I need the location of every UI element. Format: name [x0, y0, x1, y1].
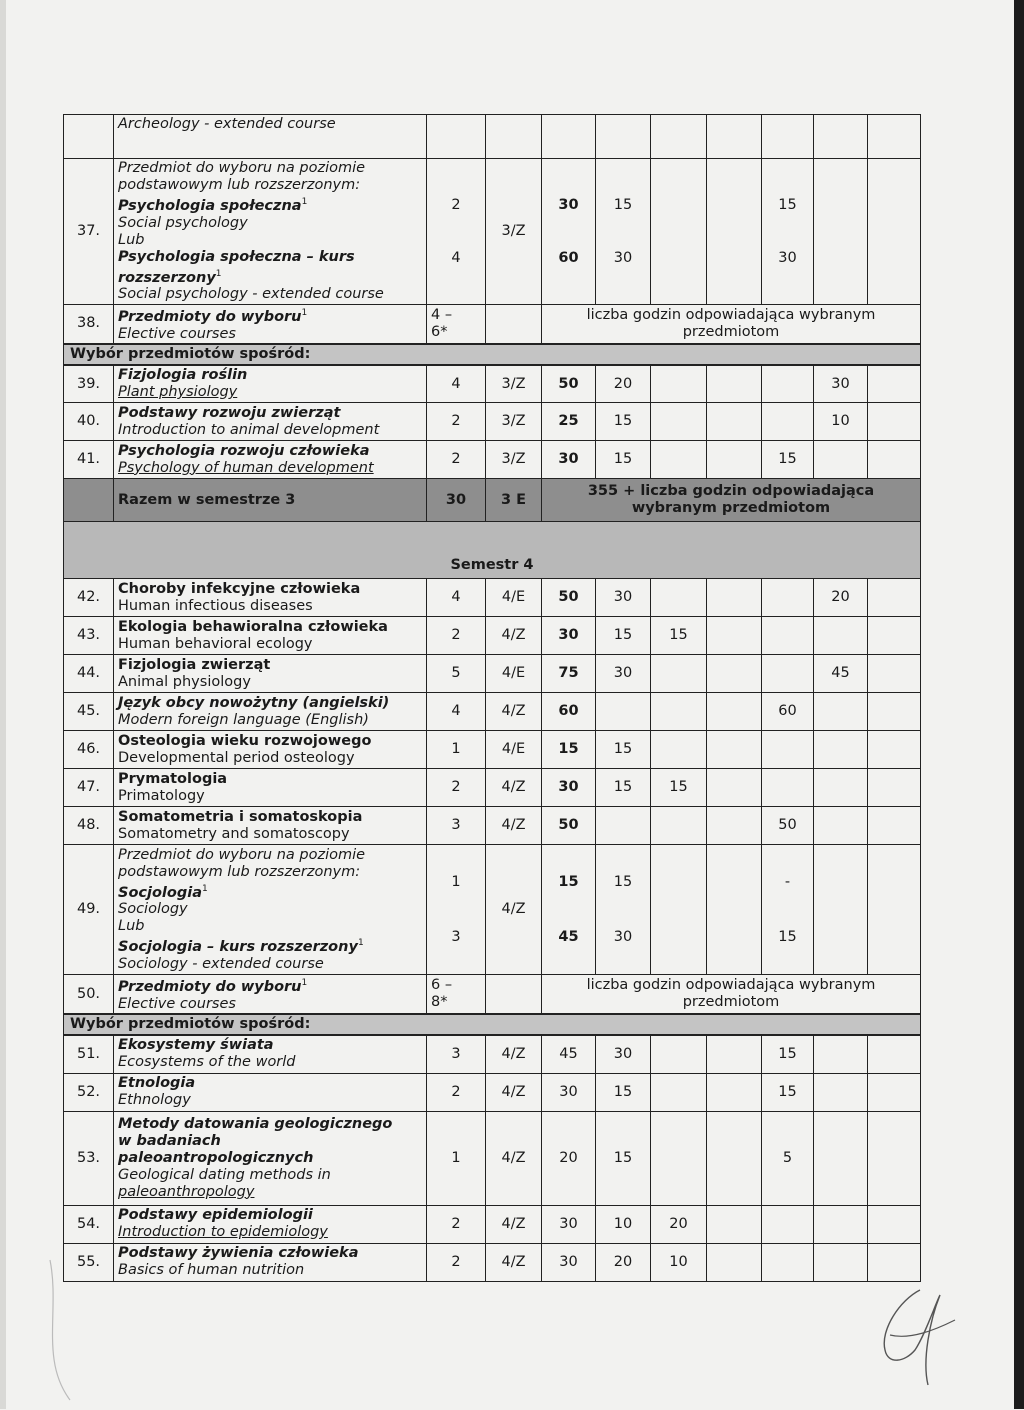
hours-cell: 10	[814, 403, 868, 441]
footnote-mark: 1	[202, 883, 208, 894]
scan-edge-left	[0, 0, 6, 1409]
total-hours-cell: 50	[542, 579, 596, 617]
lecture-hours-cell: 20	[596, 1243, 651, 1281]
row-number: 41.	[64, 441, 114, 479]
ects-cell: 2	[427, 403, 486, 441]
ects-cell	[427, 159, 486, 305]
subject-pl: Socjologia	[118, 884, 202, 901]
subject-pl: Choroby infekcyjne człowieka	[118, 580, 361, 597]
footnote-mark: 1	[215, 268, 222, 279]
hours-cell: 10	[651, 1243, 707, 1281]
table-row	[64, 159, 921, 305]
lecture-hours-cell	[596, 845, 651, 975]
hours-cell: 60	[762, 693, 814, 731]
row-number: 40.	[64, 403, 114, 441]
total-hours-cell: 75	[542, 655, 596, 693]
ects-cell: 2	[427, 769, 486, 807]
lecture-hours-cell: 15	[596, 403, 651, 441]
total-hours-cell: 15	[542, 731, 596, 769]
semester-total-row	[64, 479, 921, 522]
subject-en: Sociology - extended course	[118, 956, 324, 973]
subject-en: Social psychology	[118, 214, 248, 231]
or-label: Lub	[118, 918, 145, 935]
semester-total-exams: 3 E	[486, 479, 542, 522]
table-row	[64, 1205, 921, 1243]
lecture-hours-cell: 15	[596, 731, 651, 769]
subject-pl: Socjologia – kurs rozszerzony	[118, 939, 358, 956]
study-plan-table	[63, 114, 921, 1282]
table-row	[64, 769, 921, 807]
hours-note	[542, 975, 921, 1014]
row-number: 43.	[64, 617, 114, 655]
ects-cell: 2	[427, 1205, 486, 1243]
footnote-mark: 1	[357, 938, 364, 949]
ects-cell: 1	[427, 731, 486, 769]
row-number: 44.	[64, 655, 114, 693]
subject-cell	[114, 1243, 427, 1281]
hours-cell: 5	[762, 1111, 814, 1205]
ects-cell: 3	[427, 1035, 486, 1073]
total-hours-cell: 30	[542, 1243, 596, 1281]
hours-cell: 15	[651, 617, 707, 655]
total-hours: 60	[558, 249, 579, 266]
table-row	[64, 845, 921, 975]
subject-en: Introduction to animal development	[118, 421, 380, 438]
table-row	[64, 617, 921, 655]
ects-value: 2	[451, 196, 461, 213]
total-hours-cell: 20	[542, 1111, 596, 1205]
term-cell: 4/Z	[486, 1205, 542, 1243]
term-cell: 4/Z	[486, 1111, 542, 1205]
total-hours-cell	[542, 159, 596, 305]
hours-cell: 50	[762, 807, 814, 845]
subject-en: Geological dating methods in	[118, 1166, 331, 1183]
ects-value: 3	[451, 928, 461, 945]
table-row	[64, 807, 921, 845]
subject-cell	[114, 731, 427, 769]
hours-note-line: przedmiotom	[682, 994, 780, 1011]
subject-cell	[114, 579, 427, 617]
subject-pl: Podstawy epidemiologii	[118, 1207, 313, 1224]
lecture-hours: 30	[613, 249, 633, 266]
lecture-hours-cell: 15	[596, 1073, 651, 1111]
subject-pl: Przedmioty do wyboru	[118, 979, 302, 996]
subject-en: Archeology - extended course	[114, 115, 427, 159]
row-number: 54.	[64, 1205, 114, 1243]
faint-mark	[30, 1250, 90, 1410]
term-cell: 4/E	[486, 731, 542, 769]
ects-cell: 2	[427, 617, 486, 655]
total-hours-cell	[542, 845, 596, 975]
hours-note	[542, 305, 921, 344]
hours-note-line: przedmiotom	[682, 323, 780, 340]
table-row	[64, 1073, 921, 1111]
subject-pl: Psychologia społeczna	[118, 197, 302, 214]
lab-hours-cell	[762, 159, 814, 305]
row-number: 49.	[64, 845, 114, 975]
table-row	[64, 579, 921, 617]
term-cell: 4/Z	[486, 807, 542, 845]
lecture-hours-cell: 30	[596, 655, 651, 693]
subject-pl: Psychologia społeczna – kurs	[118, 248, 355, 265]
signature-mark	[860, 1280, 970, 1390]
subject-en: Elective courses	[118, 996, 236, 1013]
lecture-hours-cell: 10	[596, 1205, 651, 1243]
section-label: Wybór przedmiotów spośród:	[64, 344, 921, 365]
section-header	[64, 1014, 921, 1035]
ects-cell: 1	[427, 1111, 486, 1205]
row-number: 53.	[64, 1111, 114, 1205]
term-cell: 4/Z	[486, 617, 542, 655]
table-row	[64, 1035, 921, 1073]
row-number: 51.	[64, 1035, 114, 1073]
lecture-hours-cell: 30	[596, 1035, 651, 1073]
subject-cell	[114, 365, 427, 403]
ects-cell: 3	[427, 807, 486, 845]
subject-en: Sociology	[118, 901, 188, 918]
subject-pl: Podstawy żywienia człowieka	[118, 1245, 359, 1262]
term-cell: 4/Z	[486, 1243, 542, 1281]
subject-intro: podstawowym lub rozszerzonym:	[118, 863, 361, 880]
ects-cell: 4	[427, 365, 486, 403]
hours-note-line: 355 + liczba godzin odpowiadająca	[587, 483, 875, 500]
total-hours-cell: 30	[542, 617, 596, 655]
row-number: 39.	[64, 365, 114, 403]
subject-en: Basics of human nutrition	[118, 1262, 305, 1279]
term-cell: 4/Z	[486, 769, 542, 807]
subject-cell	[114, 807, 427, 845]
semester-total-label: Razem w semestrze 3	[114, 479, 427, 522]
lecture-hours-cell: 15	[596, 617, 651, 655]
subject-pl: Język obcy nowożytny (angielski)	[118, 694, 390, 711]
ects-cell: 2	[427, 1073, 486, 1111]
lecture-hours: 30	[613, 928, 633, 945]
subject-cell	[114, 305, 427, 344]
row-number	[64, 115, 114, 159]
term-cell: 3/Z	[486, 403, 542, 441]
subject-en: Modern foreign language (English)	[118, 711, 369, 728]
subject-en: paleoanthropology	[118, 1183, 255, 1200]
total-hours-cell: 30	[542, 769, 596, 807]
lecture-hours: 15	[613, 196, 633, 213]
term-cell: 3/Z	[486, 159, 542, 305]
row-number: 46.	[64, 731, 114, 769]
subject-cell	[114, 441, 427, 479]
total-hours-cell: 50	[542, 807, 596, 845]
total-hours: 15	[558, 873, 579, 890]
subject-cell	[114, 617, 427, 655]
subject-en: Ethnology	[118, 1092, 191, 1109]
ects-value: 4 –	[431, 306, 453, 323]
ects-cell: 2	[427, 1243, 486, 1281]
total-hours-cell: 50	[542, 365, 596, 403]
semester-total-hours	[542, 479, 921, 522]
table-row	[64, 693, 921, 731]
table-row	[64, 305, 921, 344]
total-hours-cell: 30	[542, 1205, 596, 1243]
term-cell: 4/E	[486, 579, 542, 617]
term-cell: 4/Z	[486, 1035, 542, 1073]
semester-header	[64, 522, 921, 579]
table-row	[64, 975, 921, 1014]
subject-pl: Prymatologia	[118, 770, 228, 787]
subject-pl: Psychologia rozwoju człowieka	[118, 442, 370, 459]
subject-en: Elective courses	[118, 325, 236, 342]
subject-pl: Ekosystemy świata	[118, 1037, 274, 1054]
subject-pl: Podstawy rozwoju zwierząt	[118, 404, 341, 421]
term-cell: 3/Z	[486, 441, 542, 479]
lecture-hours-cell: 15	[596, 441, 651, 479]
term-cell: 4/Z	[486, 1073, 542, 1111]
hours-cell: 15	[762, 1035, 814, 1073]
footnote-mark: 1	[301, 196, 308, 207]
total-hours-cell: 45	[542, 1035, 596, 1073]
subject-en: Animal physiology	[118, 673, 251, 690]
table-row	[64, 115, 921, 159]
hours-cell: 45	[814, 655, 868, 693]
ects-cell: 4	[427, 693, 486, 731]
ects-value: 8*	[431, 994, 448, 1011]
row-number: 50.	[64, 975, 114, 1014]
hours-cell: 30	[814, 365, 868, 403]
subject-pl: rozszerzony	[118, 269, 216, 286]
table-row	[64, 731, 921, 769]
subject-pl: Somatometria i somatoskopia	[118, 808, 363, 825]
section-label: Wybór przedmiotów spośród:	[64, 1014, 921, 1035]
lecture-hours-cell: 30	[596, 579, 651, 617]
row-number: 48.	[64, 807, 114, 845]
semester-total-ects: 30	[427, 479, 486, 522]
lecture-hours-cell: 20	[596, 365, 651, 403]
subject-cell	[114, 1111, 427, 1205]
ects-cell	[427, 305, 486, 344]
subject-intro: Przedmiot do wyboru na poziomie	[118, 846, 366, 863]
term-cell: 3/Z	[486, 365, 542, 403]
hours-cell	[762, 845, 814, 975]
subject-en: Developmental period osteology	[118, 749, 355, 766]
subject-en: Human infectious diseases	[118, 597, 313, 614]
hours-cell: 20	[651, 1205, 707, 1243]
subject-cell	[114, 403, 427, 441]
table-row	[64, 1243, 921, 1281]
hours-value: -	[784, 873, 791, 890]
total-hours-cell: 30	[542, 1073, 596, 1111]
lecture-hours-cell: 15	[596, 769, 651, 807]
section-header	[64, 344, 921, 365]
subject-en: Plant physiology	[118, 384, 238, 401]
or-label: Lub	[118, 231, 145, 248]
subject-cell	[114, 1205, 427, 1243]
subject-pl: Etnologia	[118, 1075, 196, 1092]
ects-cell	[427, 845, 486, 975]
row-number: 55.	[64, 1243, 114, 1281]
hours-cell: 15	[762, 1073, 814, 1111]
lecture-hours: 15	[613, 873, 633, 890]
total-hours: 45	[558, 928, 579, 945]
hours-value: 15	[778, 928, 797, 945]
subject-pl: Metody datowania geologicznego	[118, 1115, 393, 1132]
subject-cell	[114, 975, 427, 1014]
subject-cell	[114, 693, 427, 731]
subject-intro: podstawowym lub rozszerzonym:	[118, 176, 361, 193]
row-number: 37.	[64, 159, 114, 305]
subject-intro: Przedmiot do wyboru na poziomie	[118, 159, 366, 176]
hours-note-line: liczba godzin odpowiadająca wybranym	[586, 977, 876, 994]
ects-cell	[427, 975, 486, 1014]
subject-pl: Fizjologia roślin	[118, 367, 248, 384]
subject-en: Primatology	[118, 787, 205, 804]
subject-pl: w badaniach	[118, 1132, 221, 1149]
total-hours-cell: 30	[542, 441, 596, 479]
subject-pl: Fizjologia zwierząt	[118, 656, 271, 673]
lecture-hours-cell: 15	[596, 1111, 651, 1205]
row-number: 45.	[64, 693, 114, 731]
subject-pl: Osteologia wieku rozwojowego	[118, 732, 372, 749]
row-number: 42.	[64, 579, 114, 617]
ects-cell: 5	[427, 655, 486, 693]
hours-cell: 15	[651, 769, 707, 807]
lab-hours: 15	[778, 196, 797, 213]
table-row	[64, 365, 921, 403]
term-cell: 4/Z	[486, 845, 542, 975]
table-row	[64, 441, 921, 479]
subject-en: Social psychology - extended course	[118, 286, 384, 303]
subject-cell	[114, 159, 427, 305]
total-hours: 30	[558, 196, 579, 213]
hours-note-line: liczba godzin odpowiadająca wybranym	[586, 306, 876, 323]
total-hours-cell: 25	[542, 403, 596, 441]
ects-cell: 4	[427, 579, 486, 617]
subject-en: Human behavioral ecology	[118, 635, 313, 652]
subject-cell	[114, 1035, 427, 1073]
term-cell: 4/Z	[486, 693, 542, 731]
subject-pl: Ekologia behawioralna człowieka	[118, 618, 388, 635]
subject-cell	[114, 769, 427, 807]
subject-pl: Przedmioty do wyboru	[118, 308, 302, 325]
subject-en: Introduction to epidemiology	[118, 1224, 328, 1241]
semester-label: Semestr 4	[64, 522, 921, 579]
ects-value: 1	[451, 873, 461, 890]
subject-cell	[114, 845, 427, 975]
subject-en: Psychology of human development	[118, 459, 374, 476]
term-cell: 4/E	[486, 655, 542, 693]
lab-hours: 30	[778, 249, 797, 266]
ects-value: 6 –	[431, 977, 453, 994]
subject-cell	[114, 655, 427, 693]
hours-note-line: wybranym przedmiotom	[631, 500, 831, 517]
subject-en: Ecosystems of the world	[118, 1054, 296, 1071]
footnote-mark: 1	[301, 978, 308, 989]
subject-cell	[114, 1073, 427, 1111]
ects-value: 4	[451, 249, 461, 266]
hours-cell: 20	[814, 579, 868, 617]
lecture-hours-cell	[596, 159, 651, 305]
row-number: 38.	[64, 305, 114, 344]
row-number: 52.	[64, 1073, 114, 1111]
ects-cell: 2	[427, 441, 486, 479]
row-number: 47.	[64, 769, 114, 807]
table-row	[64, 655, 921, 693]
table-row	[64, 403, 921, 441]
ects-value: 6*	[431, 323, 448, 340]
subject-en: Somatometry and somatoscopy	[118, 825, 350, 842]
hours-cell: 15	[762, 441, 814, 479]
table-row	[64, 1111, 921, 1205]
footnote-mark: 1	[301, 308, 308, 318]
scan-edge-right	[1014, 0, 1024, 1409]
subject-pl: paleoantropologicznych	[118, 1149, 314, 1166]
total-hours-cell: 60	[542, 693, 596, 731]
